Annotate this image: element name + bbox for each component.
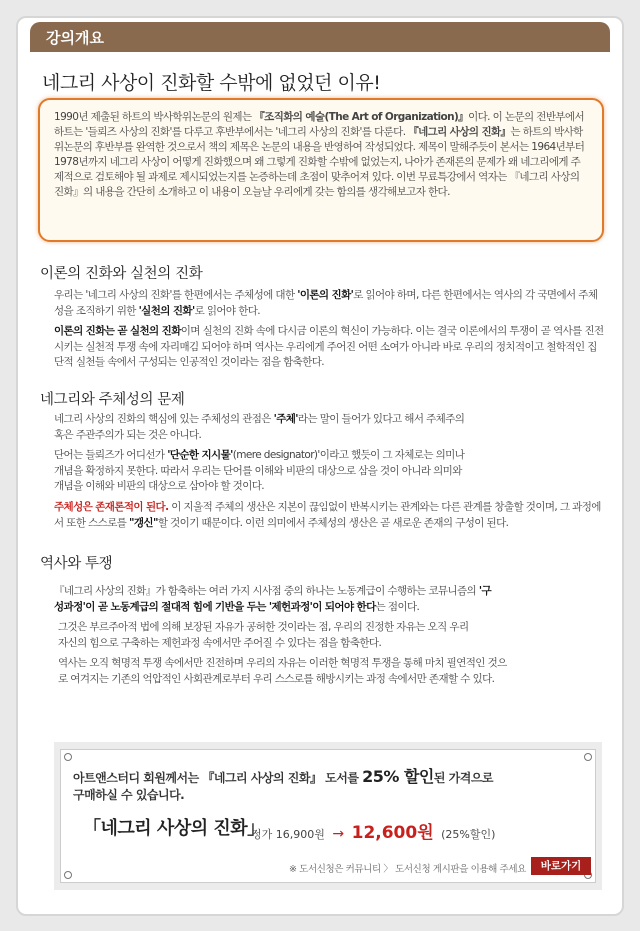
discount-highlight: 25% 할인 xyxy=(362,767,434,786)
promo-text-line-2: 구매하실 수 있습니다. xyxy=(73,788,185,802)
intro-bold-title-2: 『네그리 사상의 진화』 xyxy=(408,126,511,138)
section2-paragraph-1: 네그리 사상의 진화의 핵심에 있는 주체성의 관점은 '주체'라는 말이 들어가 있다고 해서 주체주의 혹은 주관주의가 되는 것은 아니다. xyxy=(54,413,465,441)
order-note: ※ 도서신청은 커뮤니티 〉 도서신청 게시판을 이용해 주세요 xyxy=(289,864,526,875)
promo-text-line-1: 아트앤스터디 회원께서는 『네그리 사상의 진화』 도서를 25% 할인된 가격으로 xyxy=(73,767,494,786)
section-header-title: 강의개요 xyxy=(46,29,104,47)
section-title-subjectivity: 네그리와 주체성의 문제 xyxy=(40,392,185,408)
page-title: 네그리 사상이 진화할 수밖에 없었던 이유! xyxy=(42,72,381,94)
section3-paragraph-1: 『네그리 사상의 진화』가 함축하는 여러 가지 시사점 중의 하나는 노동계급이 수행하는 코뮤니즘의 '구성과정'이 곧 노동계급의 절대적 힘에 기반을 두는 '제헌과정'이 되어야 한다는 점이다. xyxy=(54,585,491,613)
section1-paragraph-1: 우리는 '네그리 사상의 진화'를 한편에서는 주체성에 대한 '이론의 진화'로 읽어야 하며, 다른 한편에서는 역사의 각 국면에서 주체성을 조직하기 위한 '실천의 진화'로 읽어야 한다. xyxy=(54,289,598,317)
section3-paragraph-2: 그것은 부르주아적 법에 의해 보장된 자유가 공허한 것이라는 점, 우리의 진정한 자유는 오직 우리 자신의 힘으로 구축하는 제헌과정 속에서만 주어질 수 있다는 점을 함축한다. xyxy=(58,621,469,649)
intro-bold-title-1: 『조직화의 예술(The Art of Organization)』 xyxy=(254,111,469,123)
corner-dot xyxy=(584,753,592,761)
discount-rate: (25%할인) xyxy=(441,828,496,841)
section-title-theory: 이론의 진화와 실천의 진화 xyxy=(40,266,203,282)
section1-paragraph-2: 이론의 진화는 곧 실천의 진화이며 실천의 진화 속에 다시금 이론의 혁신이 가능하다. 이는 결국 이론에서의 투쟁이 곧 역사를 진전시키는 실천적 투쟁 속에 자리매김 되어야 하며 역사는 우리에게 주어진 어떤 소여가 아니라 바로 우리의 정치적이고 철학적인 집단적 실천들 속에서 구성되는 인공적인 것이라는 점을 함축한다. xyxy=(54,325,604,368)
go-button[interactable]: 바로가기 xyxy=(531,857,591,875)
section-header-bar xyxy=(30,22,610,52)
section-title-history: 역사와 투쟁 xyxy=(40,556,113,572)
intro-box xyxy=(38,98,604,242)
list-price: 정가 16,900원 xyxy=(251,828,325,841)
price-row xyxy=(251,818,495,843)
arrow-right-icon: → xyxy=(332,826,345,842)
content-panel xyxy=(16,16,624,916)
book-title: 「네그리 사상의 진화」 xyxy=(83,818,265,839)
corner-dot xyxy=(64,753,72,761)
section2-paragraph-2: 단어는 들뢰즈가 어디선가 '단순한 지시물'(mere designator)'이라고 했듯이 그 자체로는 의미나 개념을 확정하지 못한다. 따라서 우리는 단어를 이해와 비판의 대상으로 삼을 것이 아니라 의미와 개념을 이해와 비판의 대상으로 삼아야 할 것이다. xyxy=(54,449,465,492)
intro-paragraph: 1990년 제출된 하트의 박사학위논문의 원제는 『조직화의 예술(The Art of Organization)』이다. 이 논문의 전반부에서 하트는 '들뢰즈 사상의 진화'를 다루고 후반부에서는 '네그리 사상의 진화'를 다룬다. 『네그리 사상의 진화』는 하트의 박사학위논문의 후반부를 완역한 것으로서 책의 제목은 논문의 내용을 반영하여 작성되었다. 제목이 말해주듯이 본서는 1964년부터 1978년까지 네그리 사상이 어떻게 진화했으며 왜 그렇게 진화할 수밖에 없었는지, 나아가 존재론의 문제가 왜 네그리에게 주제적으로 검토해야 될 과제로 제시되었는지를 논증하는데 초점이 맞추어져 있다. 이번 무료특강에서 역자는 『네그리 사상의 진화』의 내용을 간단히 소개하고 이 내용이 오늘날 우리에게 갖는 함의를 생각해보고자 한다. xyxy=(54,111,585,198)
promo-banner xyxy=(54,742,602,890)
sale-price: 12,600원 xyxy=(351,823,434,843)
promo-card xyxy=(60,749,596,883)
section2-paragraph-3: 주체성은 존재론적이 된다. 이 지울적 주체의 생산은 지본이 끊임없이 반복시키는 관계와는 다른 관계를 창출할 것이며, 그 과정에서 또한 스스로를 "갱신"할 것이기 때문이다. 이런 의미에서 주체성의 생산은 곧 새로운 존재의 구성이 된다. xyxy=(54,501,601,529)
section3-paragraph-3: 역사는 오직 혁명적 투쟁 속에서만 진전하며 우리의 자유는 이러한 혁명적 투쟁을 통해 마치 필연적인 것으로 여겨지는 기존의 억압적인 사회관계로부터 우리 스스로를 해방시키는 과정 속에서만 존재할 수 있다. xyxy=(58,657,507,685)
corner-dot xyxy=(64,871,72,879)
